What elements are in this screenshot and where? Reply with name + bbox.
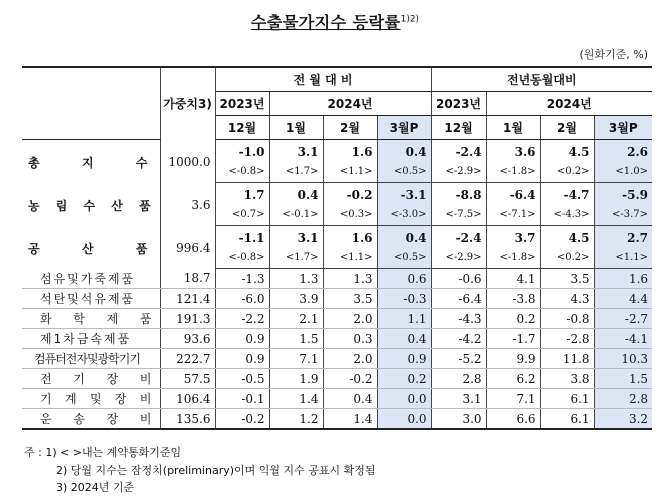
value-cell: 3.0: [431, 409, 486, 430]
weight-cell: 57.5: [160, 369, 215, 389]
value-cell: -1.7: [486, 329, 540, 349]
weight-cell: 18.7: [160, 269, 215, 289]
export-price-index-table: [22, 66, 652, 430]
value-cell: -6.0: [215, 289, 269, 309]
contract-currency-cell: <-3.0>: [377, 205, 431, 226]
value-cell: 6.6: [486, 409, 540, 430]
table-row-major: [22, 183, 652, 206]
value-cell: 2.0: [323, 349, 377, 369]
value-cell: 3.5: [540, 269, 594, 289]
value-cell: 3.1: [431, 389, 486, 409]
contract-currency-cell: <1.1>: [323, 248, 377, 269]
header-month: 1월: [486, 116, 540, 140]
weight-cell: 3.6: [160, 183, 215, 226]
value-cell: 0.0: [377, 389, 431, 409]
title-footnote-mark: 1)2): [400, 14, 420, 25]
value-cell: 2.8: [594, 389, 652, 409]
table-row: [22, 309, 652, 329]
value-cell: -6.4: [486, 183, 540, 206]
weight-cell: 191.3: [160, 309, 215, 329]
value-cell: 4.5: [540, 140, 594, 163]
value-cell: 3.7: [486, 226, 540, 249]
table-row: [22, 369, 652, 389]
value-cell: 11.8: [540, 349, 594, 369]
value-cell: 3.9: [269, 289, 323, 309]
value-cell: 0.3: [323, 329, 377, 349]
weight-cell: 222.7: [160, 349, 215, 369]
value-cell: 7.1: [269, 349, 323, 369]
value-cell: -6.4: [431, 289, 486, 309]
header-month: 3월P: [594, 116, 652, 140]
unit-label: (원화기준, %): [579, 48, 648, 61]
table-row: [22, 409, 652, 430]
header-mom: 전 월 대 비: [215, 67, 431, 92]
value-cell: -4.1: [594, 329, 652, 349]
value-cell: -0.5: [215, 369, 269, 389]
value-cell: 1.6: [594, 269, 652, 289]
weight-cell: 93.6: [160, 329, 215, 349]
value-cell: 6.1: [540, 409, 594, 430]
value-cell: -0.6: [431, 269, 486, 289]
contract-currency-cell: <-1.8>: [486, 162, 540, 183]
value-cell: 10.3: [594, 349, 652, 369]
row-label: 제1차금속제품: [22, 329, 160, 349]
value-cell: -1.3: [215, 269, 269, 289]
value-cell: 9.9: [486, 349, 540, 369]
row-label: 섬유및가죽제품: [22, 269, 160, 289]
value-cell: -5.2: [431, 349, 486, 369]
value-cell: -8.8: [431, 183, 486, 206]
weight-cell: 121.4: [160, 289, 215, 309]
header-2023-mom: 2023년: [215, 92, 269, 116]
value-cell: 1.7: [215, 183, 269, 206]
table-row: [22, 349, 652, 369]
value-cell: -5.9: [594, 183, 652, 206]
value-cell: -4.3: [431, 309, 486, 329]
value-cell: 4.1: [486, 269, 540, 289]
header-item: [22, 67, 160, 116]
contract-currency-cell: <-0.8>: [215, 248, 269, 269]
value-cell: -4.7: [540, 183, 594, 206]
value-cell: -4.2: [431, 329, 486, 349]
value-cell: 2.6: [594, 140, 652, 163]
value-cell: 2.7: [594, 226, 652, 249]
value-cell: -2.4: [431, 140, 486, 163]
value-cell: 1.3: [269, 269, 323, 289]
footnote-3: 3) 2024년 기준: [56, 481, 135, 494]
value-cell: 0.4: [269, 183, 323, 206]
header-weight: 가중치3): [160, 67, 215, 140]
contract-currency-cell: <1.7>: [269, 162, 323, 183]
footnote-1: 주 : 1) < >내는 계약통화기준임: [24, 446, 182, 459]
value-cell: 0.2: [377, 369, 431, 389]
value-cell: 2.8: [431, 369, 486, 389]
contract-currency-cell: <0.5>: [377, 248, 431, 269]
value-cell: 4.3: [540, 289, 594, 309]
value-cell: 0.9: [215, 349, 269, 369]
weight-cell: 106.4: [160, 389, 215, 409]
value-cell: 0.9: [377, 349, 431, 369]
weight-cell: 135.6: [160, 409, 215, 430]
value-cell: 3.6: [486, 140, 540, 163]
contract-currency-cell: <-4.3>: [540, 205, 594, 226]
header-2024-yoy: 2024년: [486, 92, 652, 116]
row-label: 석탄및석유제품: [22, 289, 160, 309]
value-cell: -2.4: [431, 226, 486, 249]
value-cell: 7.1: [486, 389, 540, 409]
row-label: 공 산 품: [22, 226, 160, 269]
table-row: [22, 329, 652, 349]
contract-currency-cell: <-2.9>: [431, 162, 486, 183]
value-cell: 0.4: [377, 226, 431, 249]
contract-currency-cell: <0.3>: [323, 205, 377, 226]
value-cell: 1.1: [377, 309, 431, 329]
value-cell: -0.2: [323, 369, 377, 389]
row-label: 기 계 및 장 비: [22, 389, 160, 409]
value-cell: -0.8: [540, 309, 594, 329]
value-cell: 0.0: [377, 409, 431, 430]
value-cell: 1.5: [269, 329, 323, 349]
value-cell: 0.4: [377, 140, 431, 163]
value-cell: 3.5: [323, 289, 377, 309]
table-title: [0, 10, 670, 33]
header-month: 3월P: [377, 116, 431, 140]
contract-currency-cell: <1.7>: [269, 248, 323, 269]
header-yoy: 전년동월대비: [431, 67, 652, 92]
value-cell: 1.4: [323, 409, 377, 430]
value-cell: 2.1: [269, 309, 323, 329]
value-cell: 1.2: [269, 409, 323, 430]
value-cell: 1.6: [323, 140, 377, 163]
value-cell: 1.4: [269, 389, 323, 409]
contract-currency-cell: <1.1>: [323, 162, 377, 183]
contract-currency-cell: <-0.8>: [215, 162, 269, 183]
value-cell: -1.0: [215, 140, 269, 163]
value-cell: -2.7: [594, 309, 652, 329]
contract-currency-cell: <1.1>: [594, 248, 652, 269]
contract-currency-cell: <0.5>: [377, 162, 431, 183]
weight-cell: 996.4: [160, 226, 215, 269]
row-label: 전 기 장 비: [22, 369, 160, 389]
table-row: [22, 289, 652, 309]
row-label: 컴퓨터전자및광학기기: [22, 349, 160, 369]
contract-currency-cell: <0.2>: [540, 248, 594, 269]
contract-currency-cell: <0.7>: [215, 205, 269, 226]
contract-currency-cell: <1.0>: [594, 162, 652, 183]
row-label: 운 송 장 비: [22, 409, 160, 430]
value-cell: 0.4: [377, 329, 431, 349]
row-label: 화 학 제 품: [22, 309, 160, 329]
table-row: [22, 269, 652, 289]
value-cell: 6.2: [486, 369, 540, 389]
value-cell: -2.8: [540, 329, 594, 349]
table-row: [22, 389, 652, 409]
table-row-major: [22, 140, 652, 163]
contract-currency-cell: <-3.7>: [594, 205, 652, 226]
value-cell: 1.6: [323, 226, 377, 249]
header-month: 2월: [540, 116, 594, 140]
row-label: 총 지 수: [22, 140, 160, 183]
table-body: [22, 140, 652, 430]
row-label: 농 림 수 산 품: [22, 183, 160, 226]
value-cell: 2.0: [323, 309, 377, 329]
header-2024-mom: 2024년: [269, 92, 431, 116]
contract-currency-cell: <-0.1>: [269, 205, 323, 226]
value-cell: 6.1: [540, 389, 594, 409]
title-text: 수출물가지수 등락률: [250, 13, 401, 32]
value-cell: 0.9: [215, 329, 269, 349]
value-cell: 1.9: [269, 369, 323, 389]
value-cell: -0.1: [215, 389, 269, 409]
contract-currency-cell: <0.2>: [540, 162, 594, 183]
header-2023-yoy: 2023년: [431, 92, 486, 116]
footnote-2: 2) 당월 지수는 잠정치(preliminary)이며 익월 지수 공표시 확정됨: [56, 463, 376, 477]
header-month: 12월: [215, 116, 269, 140]
value-cell: -1.1: [215, 226, 269, 249]
contract-currency-cell: <-2.9>: [431, 248, 486, 269]
contract-currency-cell: <-7.5>: [431, 205, 486, 226]
header-month: 2월: [323, 116, 377, 140]
weight-cell: 1000.0: [160, 140, 215, 183]
value-cell: 3.1: [269, 140, 323, 163]
value-cell: -0.3: [377, 289, 431, 309]
header-month: 12월: [431, 116, 486, 140]
contract-currency-cell: <-1.8>: [486, 248, 540, 269]
value-cell: 0.6: [377, 269, 431, 289]
value-cell: -3.8: [486, 289, 540, 309]
value-cell: 1.3: [323, 269, 377, 289]
value-cell: 3.2: [594, 409, 652, 430]
header-month: 1월: [269, 116, 323, 140]
value-cell: 4.4: [594, 289, 652, 309]
table-row-major: [22, 226, 652, 249]
value-cell: 0.2: [486, 309, 540, 329]
contract-currency-cell: <-7.1>: [486, 205, 540, 226]
value-cell: 4.5: [540, 226, 594, 249]
value-cell: -2.2: [215, 309, 269, 329]
value-cell: 1.5: [594, 369, 652, 389]
value-cell: 0.4: [323, 389, 377, 409]
footnotes: [24, 444, 376, 497]
value-cell: -3.1: [377, 183, 431, 206]
header-item-blank: [22, 116, 160, 140]
value-cell: -0.2: [215, 409, 269, 430]
value-cell: -0.2: [323, 183, 377, 206]
value-cell: 3.8: [540, 369, 594, 389]
value-cell: 3.1: [269, 226, 323, 249]
